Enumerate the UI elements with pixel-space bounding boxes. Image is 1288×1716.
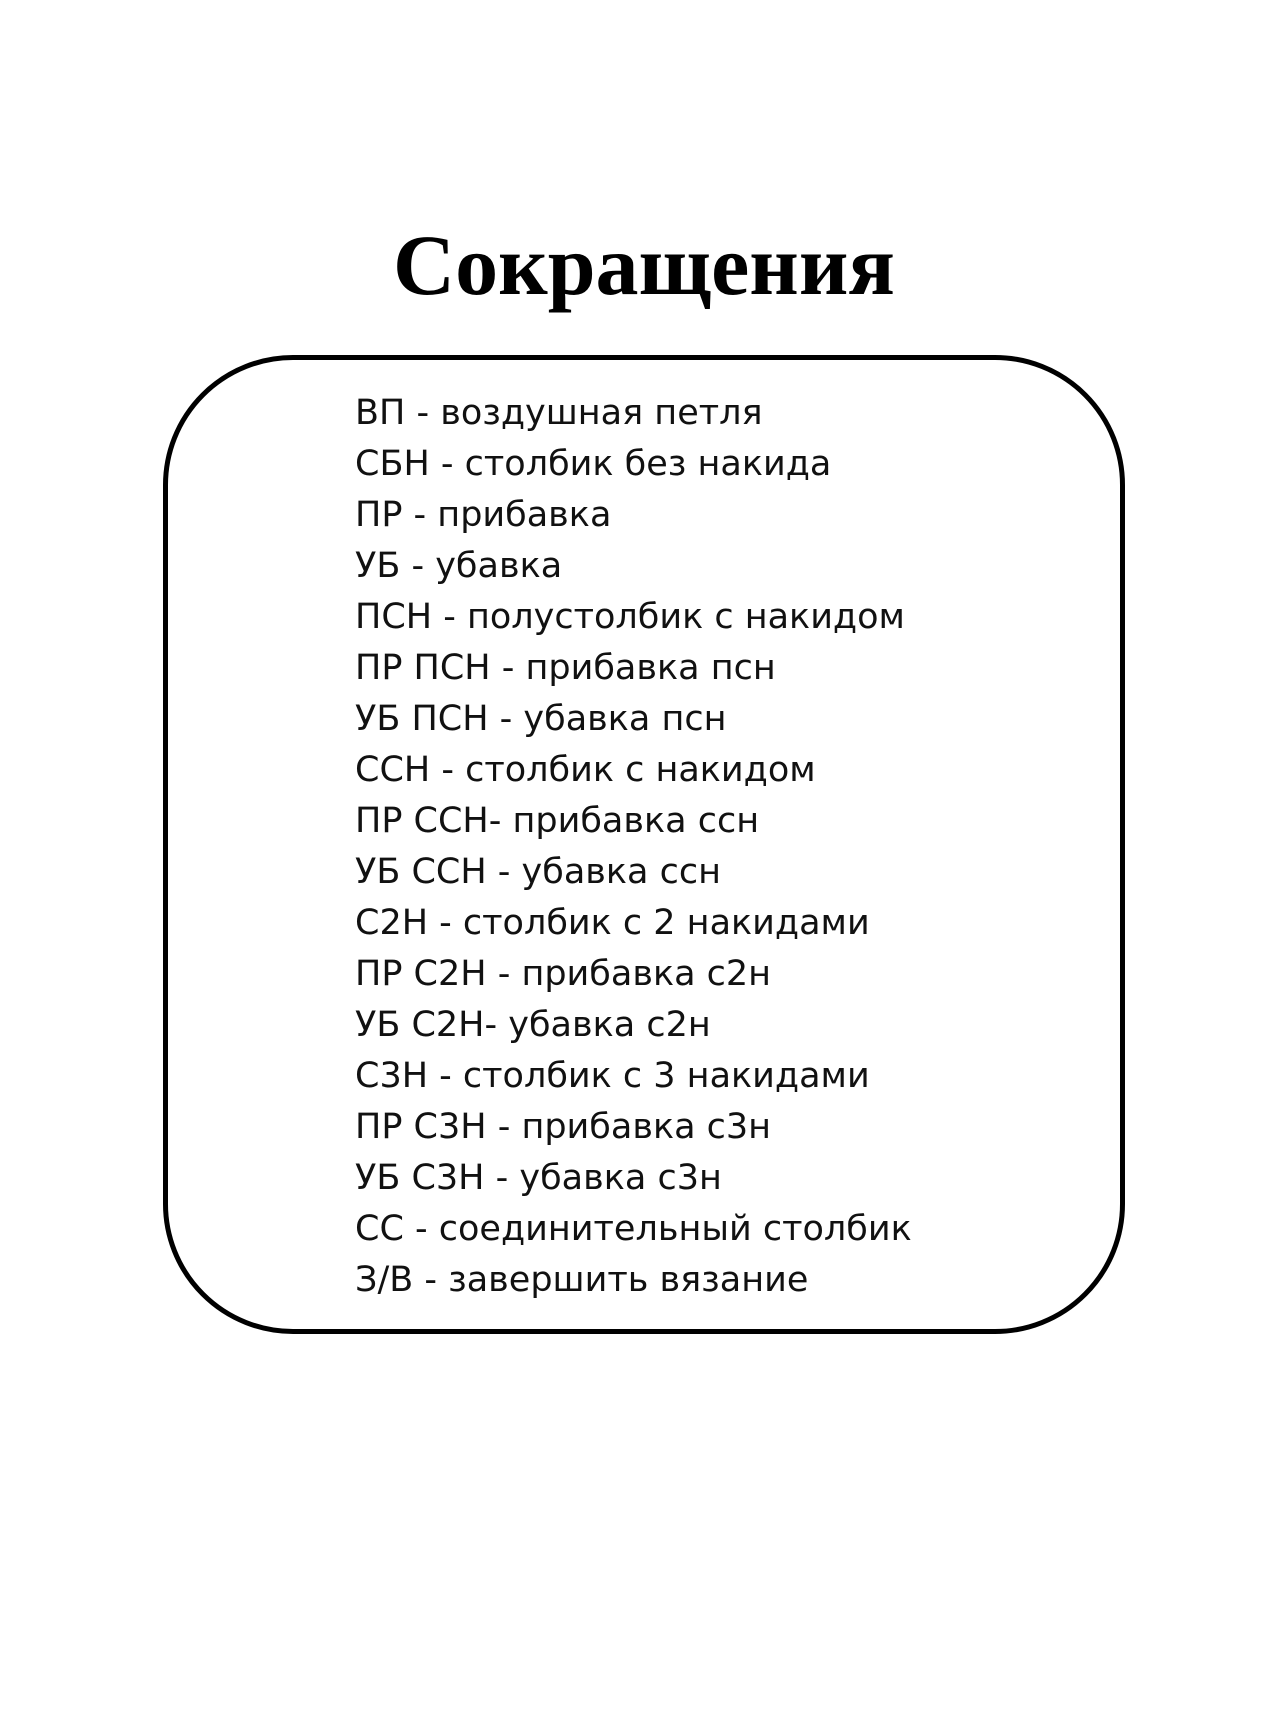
list-item: ПР - прибавка <box>355 495 612 535</box>
list-item: ВП - воздушная петля <box>355 393 763 433</box>
list-item: СС - соединительный столбик <box>355 1209 912 1249</box>
list-item: ПСН - полустолбик с накидом <box>355 597 905 637</box>
abbreviations-list <box>355 388 912 1306</box>
list-item: УБ - убавка <box>355 546 563 586</box>
page-title: Сокращения <box>393 217 895 313</box>
list-item: СБН - столбик без накида <box>355 444 832 484</box>
list-item: ПР С3Н - прибавка с3н <box>355 1107 772 1147</box>
list-item: ПР С2Н - прибавка с2н <box>355 954 772 994</box>
list-item: З/В - завершить вязание <box>355 1260 809 1300</box>
list-item: С2Н - столбик с 2 накидами <box>355 903 870 943</box>
list-item: УБ ПСН - убавка псн <box>355 699 727 739</box>
list-item: ССН - столбик с накидом <box>355 750 816 790</box>
list-item: УБ С3Н - убавка с3н <box>355 1158 722 1198</box>
list-item: ПР ПСН - прибавка псн <box>355 648 776 688</box>
list-item: С3Н - столбик с 3 накидами <box>355 1056 870 1096</box>
list-item: ПР ССН- прибавка ссн <box>355 801 760 841</box>
list-item: УБ ССН - убавка ссн <box>355 852 721 892</box>
list-item: УБ С2Н- убавка с2н <box>355 1005 711 1045</box>
